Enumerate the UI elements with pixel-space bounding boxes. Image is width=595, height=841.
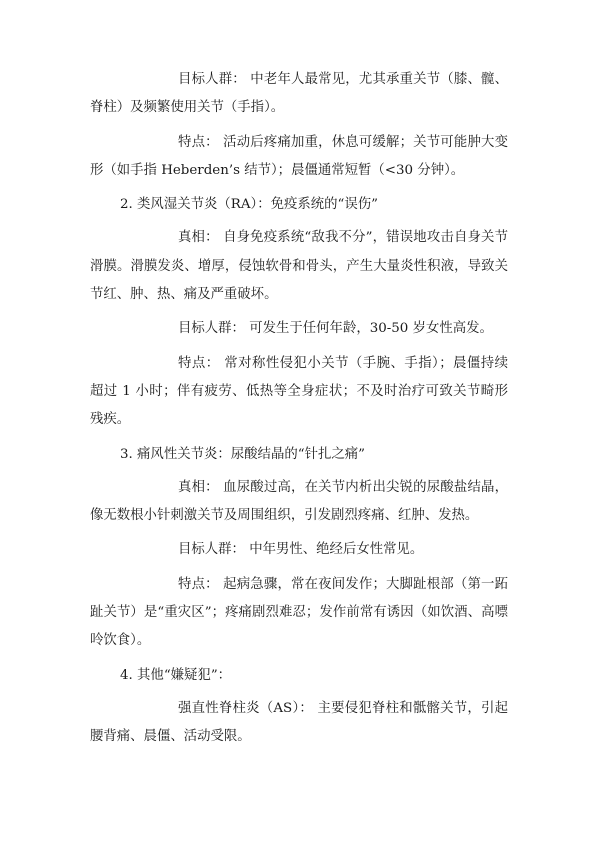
paragraph-target-group-ra: 目标人群： 可发生于任何年龄，30-50 岁女性高发。: [178, 321, 493, 337]
section-heading-others: 4. 其他“嫌疑犯”：: [120, 667, 232, 683]
section-heading-gout: 3. 痛风性关节炎：尿酸结晶的“针扎之痛”: [120, 446, 365, 462]
document-body: [90, 66, 508, 758]
section-heading-ra: 2. 类风湿关节炎（RA）：免疫系统的“误伤”: [120, 197, 379, 213]
paragraph-as: 强直性脊柱炎（AS）： 主要侵犯脊柱和骶髂关节，引起腰背痛、晨僵、活动受限。: [90, 700, 508, 745]
paragraph-features-ra: 特点： 常对称性侵犯小关节（手腕、手指）；晨僵持续超过 1 小时；伴有疲劳、低热等全身症状；不及时治疗可致关节畸形残疾。: [90, 355, 508, 428]
paragraph-truth-ra: 真相： 自身免疫系统“敌我不分”，错误地攻击自身关节滑膜。滑膜发炎、增厚，侵蚀软骨和骨头，产生大量炎性积液，导致关节红、肿、热、痛及严重破坏。: [90, 230, 508, 303]
paragraph-features-gout: 特点： 起病急骤，常在夜间发作；大脚趾根部（第一跖趾关节）是“重灾区”；疼痛剧烈难忍；发作前常有诱因（如饮酒、高嘌呤饮食）。: [90, 576, 508, 649]
paragraph-truth-gout: 真相： 血尿酸过高，在关节内析出尖锐的尿酸盐结晶，像无数根小针刺激关节及周围组织，引发剧烈疼痛、红肿、发热。: [90, 479, 508, 524]
paragraph-features-oa: 特点： 活动后疼痛加重，休息可缓解；关节可能肿大变形（如手指 Heberden’s 结节）；晨僵通常短暂（<30 分钟）。: [90, 134, 508, 178]
paragraph-target-group-oa: 目标人群： 中老年人最常见，尤其承重关节（膝、髋、脊柱）及频繁使用关节（手指）。: [90, 72, 508, 116]
paragraph-target-group-gout: 目标人群： 中年男性、绝经后女性常见。: [178, 542, 424, 558]
